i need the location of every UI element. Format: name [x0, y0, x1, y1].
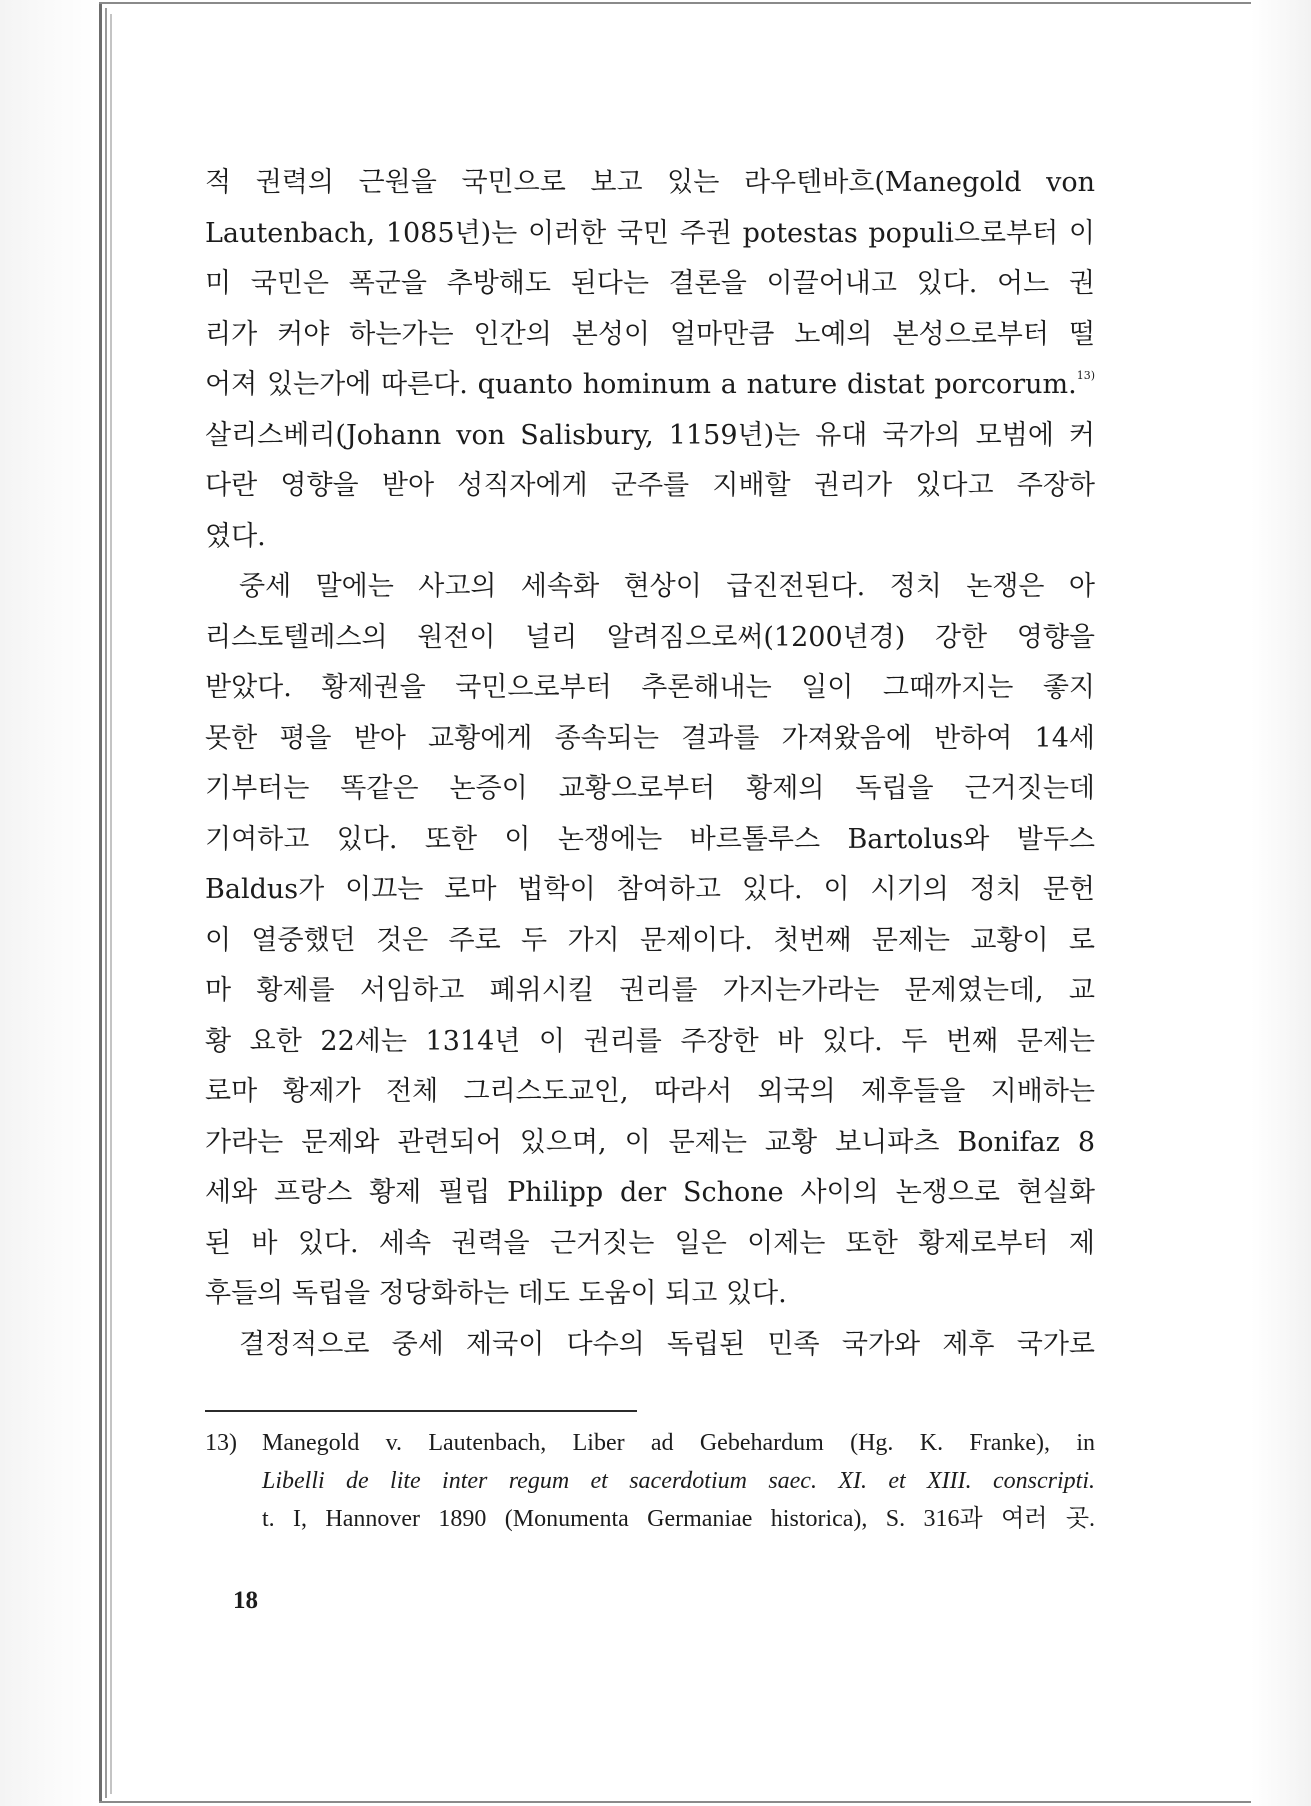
footnote-divider [205, 1410, 637, 1412]
footnote-number: 13) [205, 1430, 237, 1456]
footnote-reference: 13) [1076, 369, 1095, 382]
text-line: 리스토텔레스의 원전이 널리 알려짐으로써(1200년경) 강한 영향을 [205, 621, 1095, 653]
text-line: 기부터는 똑같은 논증이 교황으로부터 황제의 독립을 근거짓는데 [205, 773, 1095, 804]
text-line: 결정적으로 중세 제국이 다수의 독립된 민족 국가와 제후 국가로 [239, 1328, 1095, 1360]
footnote-line: Libelli de lite inter regum et sacerdotium saec. XI. et XIII. conscripti. [262, 1468, 1095, 1494]
page-edge-shadow [0, 0, 96, 1806]
body-text [205, 158, 1095, 1370]
footnote-line: 13) Manegold v. Lautenbach, Liber ad Gebehardum (Hg. K. Franke), in [205, 1424, 1095, 1462]
text-line: 못한 평을 받아 교황에게 종속되는 결과를 가져왔음에 반하여 14세 [205, 722, 1095, 754]
text-line: 다란 영향을 받아 성직자에게 군주를 지배할 권리가 있다고 주장하 [205, 470, 1095, 501]
text-line: 후들의 독립을 정당화하는 데도 도움이 되고 있다. [205, 1278, 787, 1309]
text-line: 된 바 있다. 세속 권력을 근거짓는 일은 이제는 또한 황제로부터 제 [205, 1227, 1095, 1259]
page-bottom-border [99, 1801, 1311, 1803]
page-right-shade [1251, 0, 1311, 1806]
text-line: 가라는 문제와 관련되어 있으며, 이 문제는 교황 보니파츠 Bonifaz 8 [205, 1126, 1095, 1158]
text-line: 기여하고 있다. 또한 이 논쟁에는 바르톨루스 Bartolus와 발두스 [205, 823, 1095, 855]
text-line: 리가 커야 하는가는 인간의 본성이 얼마만큼 노예의 본성으로부터 떨 [205, 318, 1095, 350]
page-top-border [99, 2, 1311, 4]
text-line: Baldus가 이끄는 로마 법학이 참여하고 있다. 이 시기의 정치 문헌 [205, 874, 1095, 905]
text-line: 마 황제를 서임하고 폐위시킬 권리를 가지는가라는 문제였는데, 교 [205, 975, 1095, 1006]
text-line: 중세 말에는 사고의 세속화 현상이 급진전된다. 정치 논쟁은 아 [239, 571, 1095, 602]
page-edge-line [105, 8, 107, 1798]
text-line: 적 권력의 근원을 국민으로 보고 있는 라우텐바흐(Manegold von [205, 167, 1095, 198]
text-line: 로마 황제가 전체 그리스도교인, 따라서 외국의 제후들을 지배하는 [205, 1076, 1095, 1107]
page-edge-line [110, 14, 112, 1794]
text-line: 살리스베리(Johann von Salisbury, 1159년)는 유대 국가의 모범에 커 [205, 419, 1095, 451]
text-line: 미 국민은 폭군을 추방해도 된다는 결론을 이끌어내고 있다. 어느 권 [205, 268, 1095, 299]
page-edge-line [99, 4, 102, 1802]
text-line: 이 열중했던 것은 주로 두 가지 문제이다. 첫번째 문제는 교황이 로 [205, 924, 1095, 956]
footnote [205, 1424, 1095, 1538]
text-line: 세와 프랑스 황제 필립 Philipp der Schone 사이의 논쟁으로 현실화 [205, 1177, 1095, 1208]
text-line: 받았다. 황제권을 국민으로부터 추론해내는 일이 그때까지는 좋지 [205, 672, 1095, 703]
page-number: 18 [233, 1587, 258, 1614]
text-line: 황 요한 22세는 1314년 이 권리를 주장한 바 있다. 두 번째 문제는 [205, 1025, 1095, 1057]
footnote-line: t. I, Hannover 1890 (Monumenta Germaniae historica), S. 316과 여러 곳. [262, 1506, 1095, 1532]
text-line: Lautenbach, 1085년)는 이러한 국민 주권 potestas populi으로부터 이 [205, 217, 1095, 249]
text-line: 였다. [205, 520, 266, 552]
text-line: 어져 있는가에 따른다. quanto hominum a nature distat porcorum.$^{13)}$ [205, 369, 1095, 400]
